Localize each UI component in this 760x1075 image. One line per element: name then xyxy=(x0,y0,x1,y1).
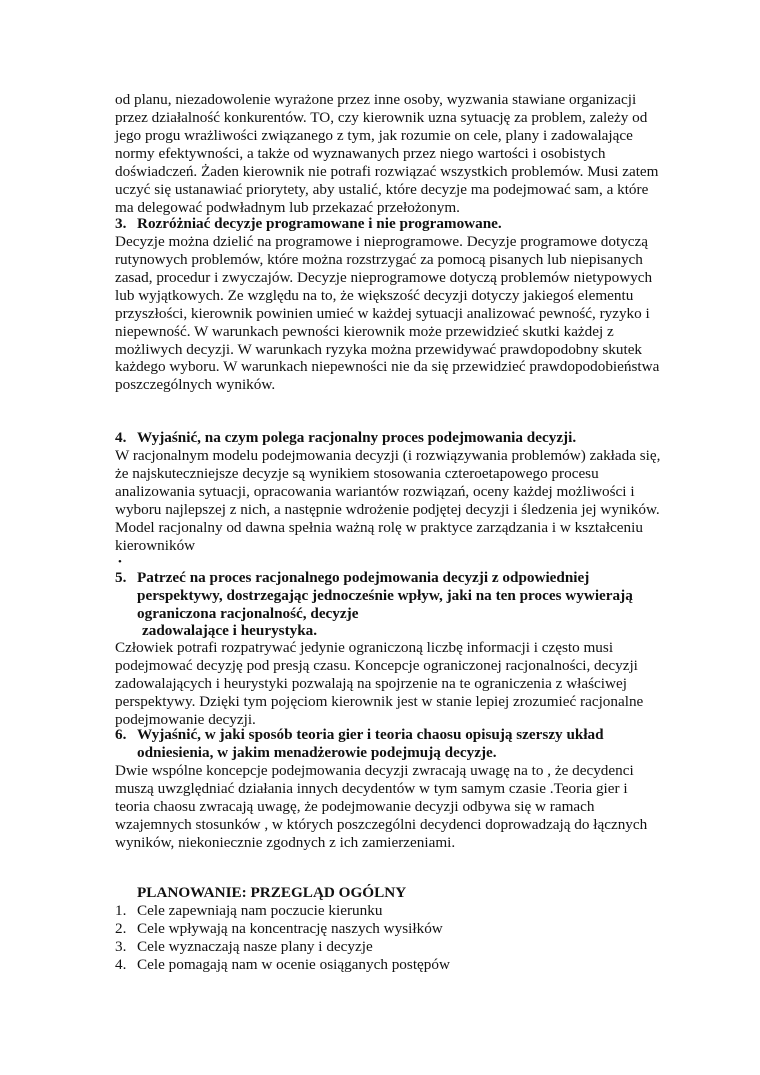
text-line: podejmować decyzję pod presją czasu. Koncepcje ograniczonej racjonalności, decyzji xyxy=(115,657,638,674)
text-line: rutynowych problemów, które można rozstrzygać za pomocą pisanych lub niepisanych xyxy=(115,251,643,268)
text-line: zasad, procedur i zwyczajów. Decyzje nieprogramowe dotyczą problemów nietypowych xyxy=(115,269,653,286)
section-heading: zadowalające i heurystyka. xyxy=(142,622,318,639)
text-line: wyboru najlepszej z nich, a następnie wdrożenie podjętej decyzji i śledzenia jej wyników. xyxy=(115,501,660,518)
bullet: • xyxy=(118,556,122,568)
text-line: ma delegować podwładnym lub przekazać przełożonym. xyxy=(115,199,460,216)
text-line: teoria chaosu zwracają uwagę, że podejmowanie decyzji odbywa się w ramach xyxy=(115,798,595,815)
text-line: wyników, niekoniecznie zgodnych z ich zamierzeniami. xyxy=(115,834,456,851)
list-text: Cele wpływają na koncentrację naszych wysiłków xyxy=(137,920,443,937)
list-number: 3. xyxy=(115,938,127,955)
text-line: od planu, niezadowolenie wyrażone przez inne osoby, wyzwania stawiane organizacji xyxy=(115,91,637,108)
section-heading: perspektywy, dostrzegając jednocześnie wpływ, jaki na ten proces wywierają xyxy=(137,587,633,604)
text-line: przez działalność konkurentów. TO, czy kierownik uzna sytuację za problem, zależy od xyxy=(115,109,648,126)
list-text: Cele wyznaczają nasze plany i decyzje xyxy=(137,938,373,955)
text-line: zadowalających i heurystyki pozwalają na spojrzenie na te ograniczenia z właściwej xyxy=(115,675,627,692)
list-text: Cele zapewniają nam poczucie kierunku xyxy=(137,902,383,919)
text-line: normy efektywności, a także od wyznawanych przez niego wartości i osobistych xyxy=(115,145,606,162)
text-line: możliwych decyzji. W warunkach ryzyka można przewidywać prawdopodobny skutek xyxy=(115,341,643,358)
text-line: Decyzje można dzielić na programowe i nieprogramowe. Decyzje programowe dotyczą xyxy=(115,233,649,250)
text-line: przyszłości, kierownik powinien umieć w każdej sytuacji analizować pewność, ryzyko i xyxy=(115,305,650,322)
list-text: Cele pomagają nam w ocenie osiąganych postępów xyxy=(137,956,450,973)
section-number: 5. xyxy=(115,569,127,586)
text-line: Dwie wspólne koncepcje podejmowania decyzji zwracają uwagę na to , że decydenci xyxy=(115,762,634,779)
text-line: analizowania sytuacji, opracowania wariantów rozwiązań, oceny każdej możliwości i xyxy=(115,483,635,500)
section-heading: Wyjaśnić, w jaki sposób teoria gier i teoria chaosu opisują szerszy układ xyxy=(137,726,604,743)
section-heading: Wyjaśnić, na czym polega racjonalny proces podejmowania decyzji. xyxy=(137,429,577,446)
text-line: uczyć się ustanawiać priorytety, aby ustalić, które decyzje ma podejmować sam, a które xyxy=(115,181,649,198)
text-line: niepewność. W warunkach pewności kierownik może przewidzieć skutki każdej z xyxy=(115,323,614,340)
section-heading: odniesienia, w jakim menadżerowie podejmują decyzje. xyxy=(137,744,497,761)
list-number: 1. xyxy=(115,902,127,919)
list-number: 2. xyxy=(115,920,127,937)
text-line: lub wyjątkowych. Ze względu na to, że większość decyzji dotyczy jakiegoś elementu xyxy=(115,287,634,304)
section-heading: Patrzeć na proces racjonalnego podejmowania decyzji z odpowiedniej xyxy=(137,569,590,586)
text-line: kierowników xyxy=(115,537,196,554)
text-line: W racjonalnym modelu podejmowania decyzji (i rozwiązywania problemów) zakłada się, xyxy=(115,447,661,464)
text-line: Model racjonalny od dawna spełnia ważną rolę w praktyce zarządzania i w kształceniu xyxy=(115,519,643,536)
planning-title: PLANOWANIE: PRZEGLĄD OGÓLNY xyxy=(137,884,407,901)
section-heading: Rozróżniać decyzje programowane i nie programowane. xyxy=(137,215,502,232)
list-number: 4. xyxy=(115,956,127,973)
text-line: doświadczeń. Żaden kierownik nie potrafi rozwiązać wszystkich problemów. Musi zatem xyxy=(115,163,659,180)
section-number: 3. xyxy=(115,215,127,232)
text-line: wzajemnych stosunków , w których poszczególni decydenci doprowadzają do łącznych xyxy=(115,816,648,833)
text-line: muszą uwzględniać działania innych decydentów w tym samym czasie .Teoria gier i xyxy=(115,780,628,797)
text-line: jego progu wrażliwości związanego z tym, jak rozumie on cele, plany i zadowalające xyxy=(115,127,633,144)
section-heading: ograniczona racjonalność, decyzje xyxy=(137,605,359,622)
text-line: podejmowanie decyzji. xyxy=(115,711,256,728)
text-line: każdego wyboru. W warunkach niepewności nie da się przewidzieć prawdopodobieństwa xyxy=(115,358,660,375)
text-line: że najskuteczniejsze decyzje są wynikiem stosowania czteroetapowego procesu xyxy=(115,465,599,482)
section-number: 6. xyxy=(115,726,127,743)
text-line: Człowiek potrafi rozpatrywać jedynie ograniczoną liczbę informacji i często musi xyxy=(115,639,614,656)
section-number: 4. xyxy=(115,429,127,446)
text-line: perspektywy. Dzięki tym pojęciom kierownik jest w stanie lepiej zrozumieć racjonalne xyxy=(115,693,644,710)
text-line: poszczególnych wyników. xyxy=(115,376,276,393)
